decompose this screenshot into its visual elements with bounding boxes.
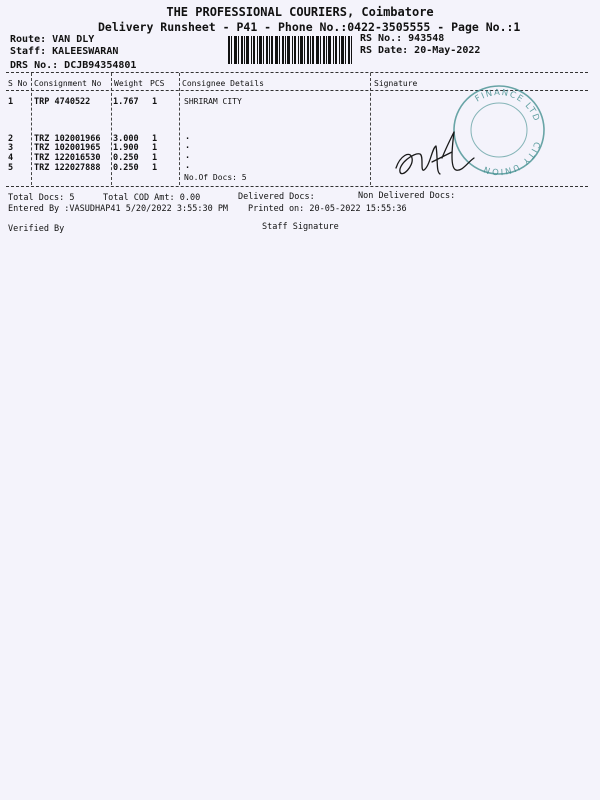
row-sno: 3 bbox=[8, 143, 14, 153]
column-header-consignment: Consignment No bbox=[34, 79, 102, 88]
row-weight: 1.900 bbox=[113, 143, 139, 153]
column-header-pcs: PCS bbox=[150, 79, 165, 88]
svg-text:CITY UNION: CITY UNION bbox=[481, 140, 542, 177]
printed-on: Printed on: 20-05-2022 15:55:36 bbox=[248, 204, 407, 214]
column-header-signature: Signature bbox=[374, 79, 418, 88]
handwritten-signature-icon bbox=[392, 128, 478, 186]
row-consignment: TRZ 102001966 bbox=[34, 134, 101, 144]
no-of-docs: No.Of Docs: 5 bbox=[184, 173, 247, 182]
row-sno: 5 bbox=[8, 163, 14, 173]
column-header-consignee: Consignee Details bbox=[182, 79, 264, 88]
row-pcs: 1 bbox=[152, 153, 158, 163]
row-consignment: TRZ 102001965 bbox=[34, 143, 101, 153]
row-sno: 4 bbox=[8, 153, 14, 163]
row-weight: 0.250 bbox=[113, 153, 139, 163]
row-consignee: . bbox=[185, 161, 191, 171]
row-pcs: 1 bbox=[152, 143, 158, 153]
col-divider bbox=[179, 73, 180, 185]
col-divider bbox=[370, 73, 371, 185]
non-delivered-docs: Non Delivered Docs: bbox=[358, 191, 456, 201]
entered-by: Entered By :VASUDHAP41 5/20/2022 3:55:30 PM bbox=[8, 204, 229, 214]
staff-signature-label: Staff Signature bbox=[262, 222, 339, 232]
row-weight: 3.000 bbox=[113, 134, 139, 144]
row-pcs: 1 bbox=[152, 97, 158, 107]
route-label: Route: VAN DLY bbox=[10, 34, 95, 45]
column-header-weight: Weight bbox=[114, 79, 143, 88]
row-consignment: TRP 4740522 bbox=[34, 97, 91, 107]
row-consignment: TRZ 122016530 bbox=[34, 153, 101, 163]
col-divider bbox=[111, 73, 112, 185]
row-weight: 0.250 bbox=[113, 163, 139, 173]
row-pcs: 1 bbox=[152, 134, 158, 144]
company-title: THE PROFESSIONAL COURIERS, Coimbatore bbox=[166, 5, 434, 19]
row-weight: 1.767 bbox=[113, 97, 139, 107]
rs-date: RS Date: 20-May-2022 bbox=[360, 45, 481, 56]
column-header-sno: S No bbox=[8, 79, 28, 88]
row-consignee: SHRIRAM CITY bbox=[184, 97, 242, 106]
row-consignee: . bbox=[185, 141, 191, 151]
row-consignee: . bbox=[185, 151, 191, 161]
total-cod-amount: Total COD Amt: 0.00 bbox=[103, 193, 201, 203]
row-sno: 2 bbox=[8, 134, 14, 144]
rs-number: RS No.: 943548 bbox=[360, 33, 445, 44]
delivered-docs: Delivered Docs: bbox=[238, 192, 315, 202]
staff-label: Staff: KALEESWARAN bbox=[10, 46, 119, 57]
verified-by: Verified By bbox=[8, 224, 65, 234]
col-divider bbox=[31, 73, 32, 185]
runsheet-subtitle: Delivery Runsheet - P41 - Phone No.:0422-3505555 - Page No.:1 bbox=[98, 20, 521, 34]
table-bottom-rule bbox=[6, 186, 588, 187]
row-consignee: . bbox=[185, 132, 191, 142]
svg-text:FINANCE LTD: FINANCE LTD bbox=[473, 87, 542, 124]
total-docs: Total Docs: 5 bbox=[8, 193, 75, 203]
table-top-rule bbox=[6, 72, 588, 73]
row-consignment: TRZ 122027888 bbox=[34, 163, 101, 173]
row-sno: 1 bbox=[8, 97, 14, 107]
barcode-image bbox=[228, 36, 352, 64]
drs-label: DRS No.: DCJB94354801 bbox=[10, 60, 137, 71]
row-pcs: 1 bbox=[152, 163, 158, 173]
